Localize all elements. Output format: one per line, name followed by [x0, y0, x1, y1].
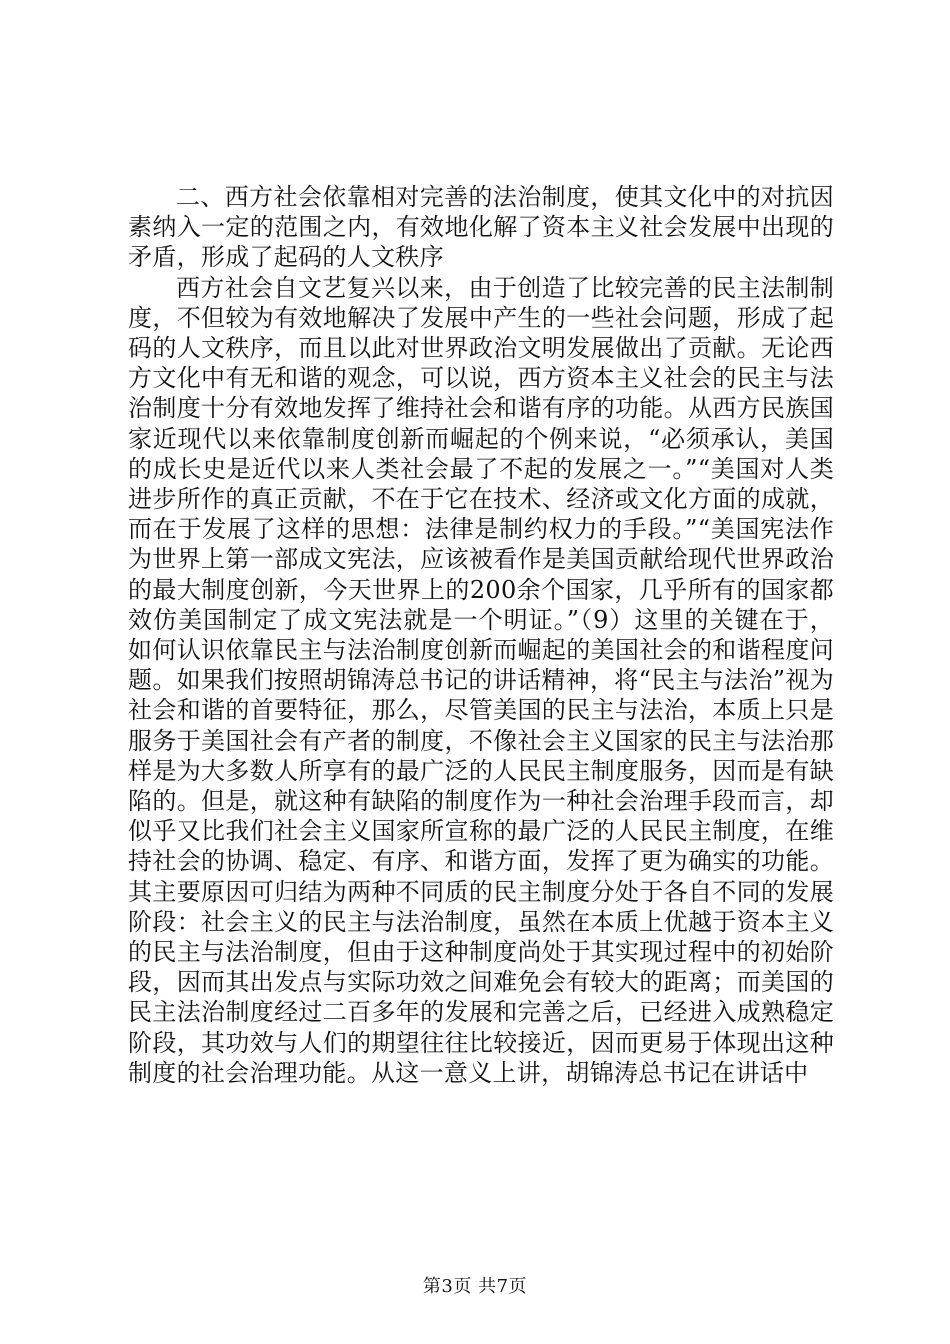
page-number: 第3页 共7页 [422, 1276, 528, 1297]
body-paragraph: 西方社会自文艺复兴以来，由于创造了比较完善的民主法制制度，不但较为有效地解决了发展中产生的一些社会问题，形成了起码的人文秩序，而且以此对世界政治文明发展做出了贡献。无论西方文化中有无和谐的观念，可以说，西方资本主义社会的民主与法治制度十分有效地发挥了维持社会和谐有序的功能。从西方民族国家近现代以来依靠制度创新而崛起的个例来说，“必须承认，美国的成长史是近代以来人类社会最了不起的发展之一。”“美国对人类进步所作的真正贡献，不在于它在技术、经济或文化方面的成就，而在于发展了这样的思想：法律是制约权力的手段。”“美国宪法作为世界上第一部成文宪法，应该被看作是美国贡献给现代世界政治的最大制度创新，今天世界上的200余个国家，几乎所有的国家都效仿美国制定了成文宪法就是一个明证。”（9）这里的关键在于，如何认识依靠民主与法治制度创新而崛起的美国社会的和谐程度问题。如果我们按照胡锦涛总书记的讲话精神，将“民主与法治”视为社会和谐的首要特征，那么，尽管美国的民主与法治，本质上只是服务于美国社会有产者的制度，不像社会主义国家的民主与法治那样是为大多数人所享有的最广泛的人民民主制度服务，因而是有缺陷的。但是，就这种有缺陷的制度作为一种社会治理手段而言，却似乎又比我们社会主义国家所宣称的最广泛的人民民主制度，在维持社会的协调、稳定、有序、和谐方面，发挥了更为确实的功能。其主要原因可归结为两种不同质的民主制度分处于各自不同的发展阶段：社会主义的民主与法治制度，虽然在本质上优越于资本主义的民主与法治制度，但由于这种制度尚处于其实现过程中的初始阶段，因而其出发点与实际功效之间难免会有较大的距离；而美国的民主法治制度经过二百多年的发展和完善之后，已经进入成熟稳定阶段，其功效与人们的期望往往比较接近，因而更易于体现出这种制度的社会治理功能。从这一意义上讲，胡锦涛总书记在讲话中 [128, 273, 834, 1087]
section-heading-paragraph: 二、西方社会依靠相对完善的法治制度，使其文化中的对抗因素纳入一定的范围之内，有效地化解了资本主义社会发展中出现的矛盾，形成了起码的人文秩序 [128, 183, 834, 272]
page-footer [0, 1276, 950, 1298]
document-body [128, 182, 834, 1088]
